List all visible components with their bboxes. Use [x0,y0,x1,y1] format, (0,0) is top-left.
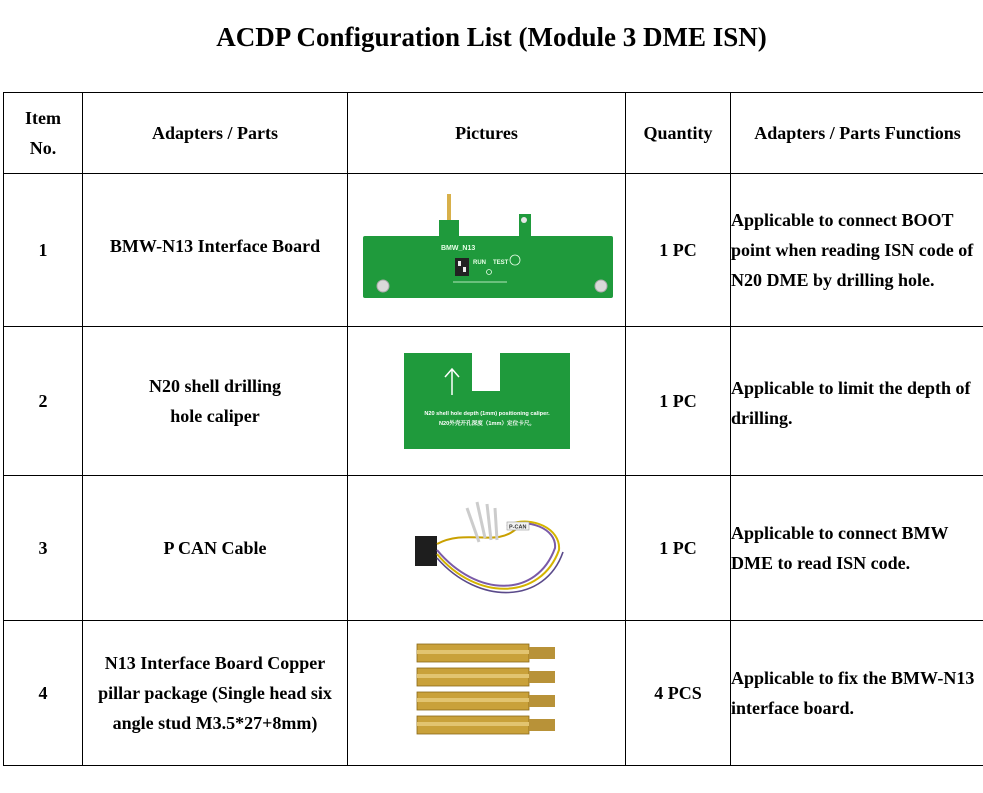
picture-cell [348,174,626,327]
test-label: TEST [492,260,508,266]
board-label: BMW_N13 [440,245,475,252]
function-text: Applicable to connect BOOT point when reading ISN code of N20 DME by drilling hole. [731,174,983,327]
item-number: 3 [4,476,83,621]
header-functions: Adapters / Parts Functions [731,93,983,174]
function-text: Applicable to connect BMW DME to read ISN code. [731,476,983,621]
header-item-no [4,93,83,174]
configuration-table [3,92,983,766]
quantity: 4 PCS [626,621,731,766]
table-row [4,327,983,476]
function-text: Applicable to fix the BMW-N13 interface board. [731,621,983,766]
cable-connector [415,536,437,566]
quantity: 1 PC [626,476,731,621]
caliper-board [404,353,570,449]
run-label: RUN [472,260,486,266]
picture-cell [348,476,626,621]
picture-cell [348,621,626,766]
function-text: Applicable to limit the depth of drilling. [731,327,983,476]
caliper-image [402,351,572,451]
item-number: 2 [4,327,83,476]
page-title: ACDP Configuration List (Module 3 DME ISN) [216,22,767,52]
quantity: 1 PC [626,174,731,327]
table-row [4,621,983,766]
header-item-line2: No. [29,138,57,158]
table-row [4,174,983,327]
header-quantity: Quantity [626,93,731,174]
part-name: BMW-N13 Interface Board [83,174,348,327]
table-header-row [4,93,983,174]
picture-cell [348,327,626,476]
table-row [4,476,983,621]
copper-pillar [417,644,555,662]
header-pictures: Pictures [348,93,626,174]
interface-board-image [357,190,617,310]
quantity: 1 PC [626,327,731,476]
part-name: N20 shell drilling hole caliper [83,327,348,476]
part-name: P CAN Cable [83,476,348,621]
header-item-line1: Item [25,108,61,128]
header-parts: Adapters / Parts [83,93,348,174]
copper-pillar-image [407,638,567,748]
pcb-board [363,236,613,298]
caliper-text-en: N20 shell hole depth (1mm) positioning caliper. [423,411,550,417]
part-name: N13 Interface Board Copper pillar package (Single head six angle stud M3.5*27+8mm) [83,621,348,766]
item-number: 1 [4,174,83,327]
item-number: 4 [4,621,83,766]
p-can-cable-image [407,488,567,608]
caliper-text-cn: N20外壳开孔深度（1mm）定位卡尺。 [438,421,535,427]
cable-label: P-CAN [508,524,526,531]
